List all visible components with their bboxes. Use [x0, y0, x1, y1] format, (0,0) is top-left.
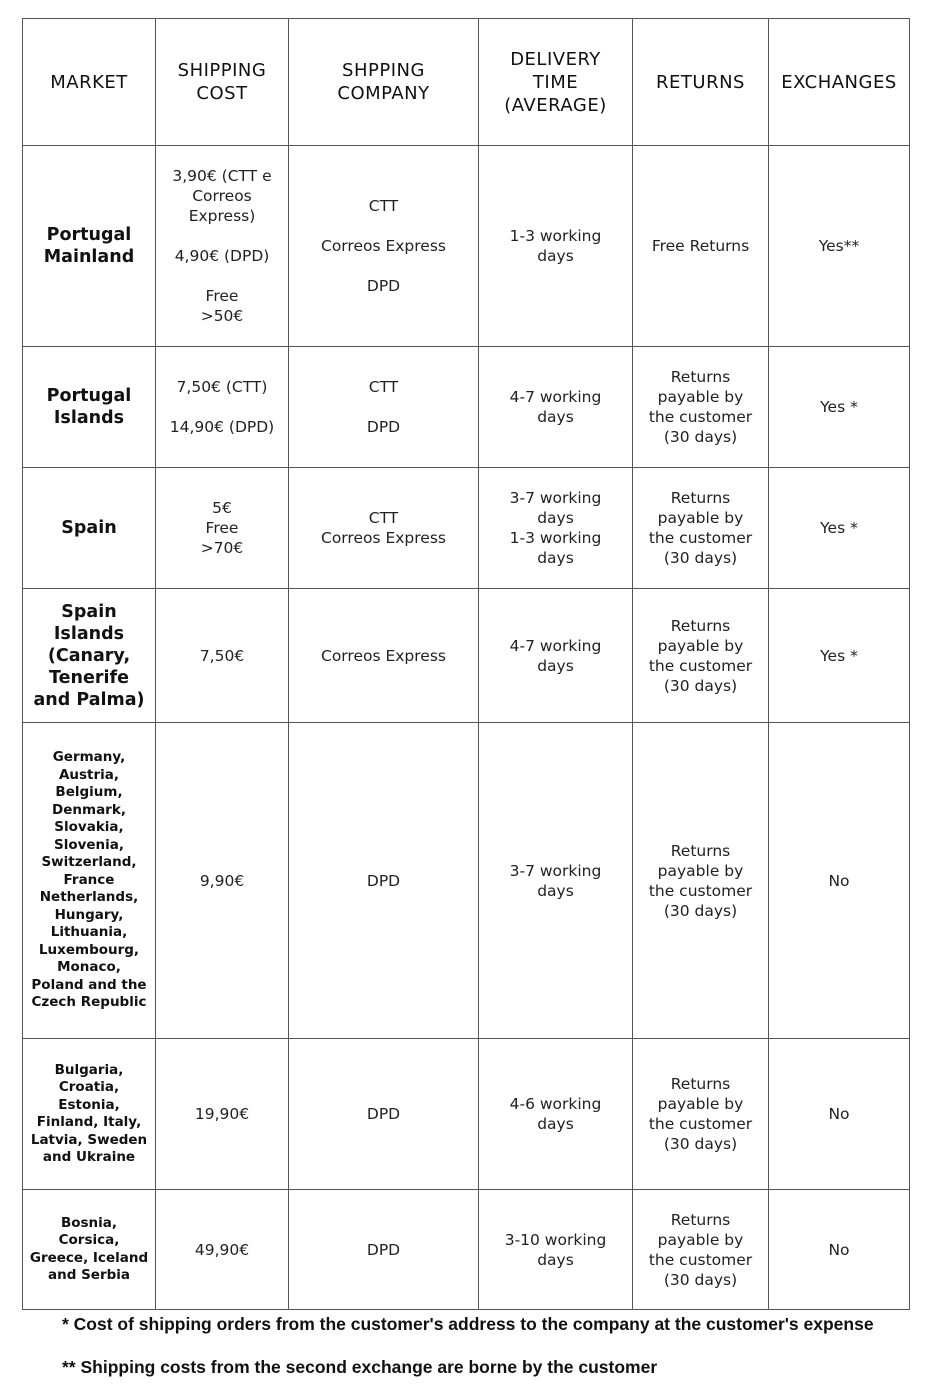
exchanges-cell: Yes * — [769, 468, 910, 589]
header-shipping-company: SHPPING COMPANY — [289, 19, 479, 146]
delivery-cell: 4-7 working days — [479, 347, 633, 468]
returns-cell: Returns payable by the customer (30 days) — [633, 1039, 769, 1190]
delivery-cell: 3-7 working days — [479, 723, 633, 1039]
company-cell: CTT Correos Express DPD — [289, 146, 479, 347]
footnote-exchange-cost: * Cost of shipping orders from the customer's address to the company at the customer's expense — [62, 1314, 874, 1334]
header-returns: RETURNS — [633, 19, 769, 146]
company-cell: CTT Correos Express — [289, 468, 479, 589]
cost-cell: 9,90€ — [156, 723, 289, 1039]
company-cell: DPD — [289, 1190, 479, 1310]
table-row — [23, 723, 910, 1039]
market-cell: Bulgaria, Croatia, Estonia, Finland, Italy, Latvia, Sweden and Ukraine — [23, 1039, 156, 1190]
delivery-cell: 3-7 working days 1-3 working days — [479, 468, 633, 589]
cost-cell: 5€ Free >70€ — [156, 468, 289, 589]
market-cell: Germany, Austria, Belgium, Denmark, Slovakia, Slovenia, Switzerland, France Netherlands, Hungary, Lithuania, Luxembourg, Monaco, Poland and the Czech Republic — [23, 723, 156, 1039]
returns-cell: Returns payable by the customer (30 days) — [633, 347, 769, 468]
returns-cell: Returns payable by the customer (30 days) — [633, 1190, 769, 1310]
table-row — [23, 1039, 910, 1190]
company-cell: CTT DPD — [289, 347, 479, 468]
delivery-cell: 4-6 working days — [479, 1039, 633, 1190]
table-row — [23, 468, 910, 589]
market-cell: Portugal Mainland — [23, 146, 156, 347]
cost-cell: 49,90€ — [156, 1190, 289, 1310]
exchanges-cell: Yes * — [769, 589, 910, 723]
company-cell: Correos Express — [289, 589, 479, 723]
market-cell: Bosnia, Corsica, Greece, Iceland and Serbia — [23, 1190, 156, 1310]
cost-cell: 7,50€ — [156, 589, 289, 723]
company-cell: DPD — [289, 1039, 479, 1190]
header-delivery-time: DELIVERY TIME (AVERAGE) — [479, 19, 633, 146]
delivery-cell: 1-3 working days — [479, 146, 633, 347]
header-row — [23, 19, 910, 146]
returns-cell: Returns payable by the customer (30 days) — [633, 589, 769, 723]
cost-cell: 3,90€ (CTT e Correos Express) 4,90€ (DPD) Free >50€ — [156, 146, 289, 347]
table-row — [23, 589, 910, 723]
returns-cell: Returns payable by the customer (30 days) — [633, 468, 769, 589]
company-cell: DPD — [289, 723, 479, 1039]
table-row — [23, 347, 910, 468]
returns-cell: Returns payable by the customer (30 days) — [633, 723, 769, 1039]
market-cell: Spain — [23, 468, 156, 589]
exchanges-cell: No — [769, 1190, 910, 1310]
table-row — [23, 146, 910, 347]
footnote-second-exchange: ** Shipping costs from the second exchange are borne by the customer — [62, 1357, 658, 1377]
market-cell: Portugal Islands — [23, 347, 156, 468]
cost-cell: 7,50€ (CTT) 14,90€ (DPD) — [156, 347, 289, 468]
delivery-cell: 4-7 working days — [479, 589, 633, 723]
returns-cell: Free Returns — [633, 146, 769, 347]
exchanges-cell: No — [769, 1039, 910, 1190]
header-exchanges: EXCHANGES — [769, 19, 910, 146]
shipping-table — [22, 18, 910, 1310]
table-row — [23, 1190, 910, 1310]
delivery-cell: 3-10 working days — [479, 1190, 633, 1310]
exchanges-cell: Yes * — [769, 347, 910, 468]
market-cell: Spain Islands (Canary, Tenerife and Palma) — [23, 589, 156, 723]
exchanges-cell: Yes** — [769, 146, 910, 347]
exchanges-cell: No — [769, 723, 910, 1039]
cost-cell: 19,90€ — [156, 1039, 289, 1190]
header-market: MARKET — [23, 19, 156, 146]
header-shipping-cost: SHIPPING COST — [156, 19, 289, 146]
